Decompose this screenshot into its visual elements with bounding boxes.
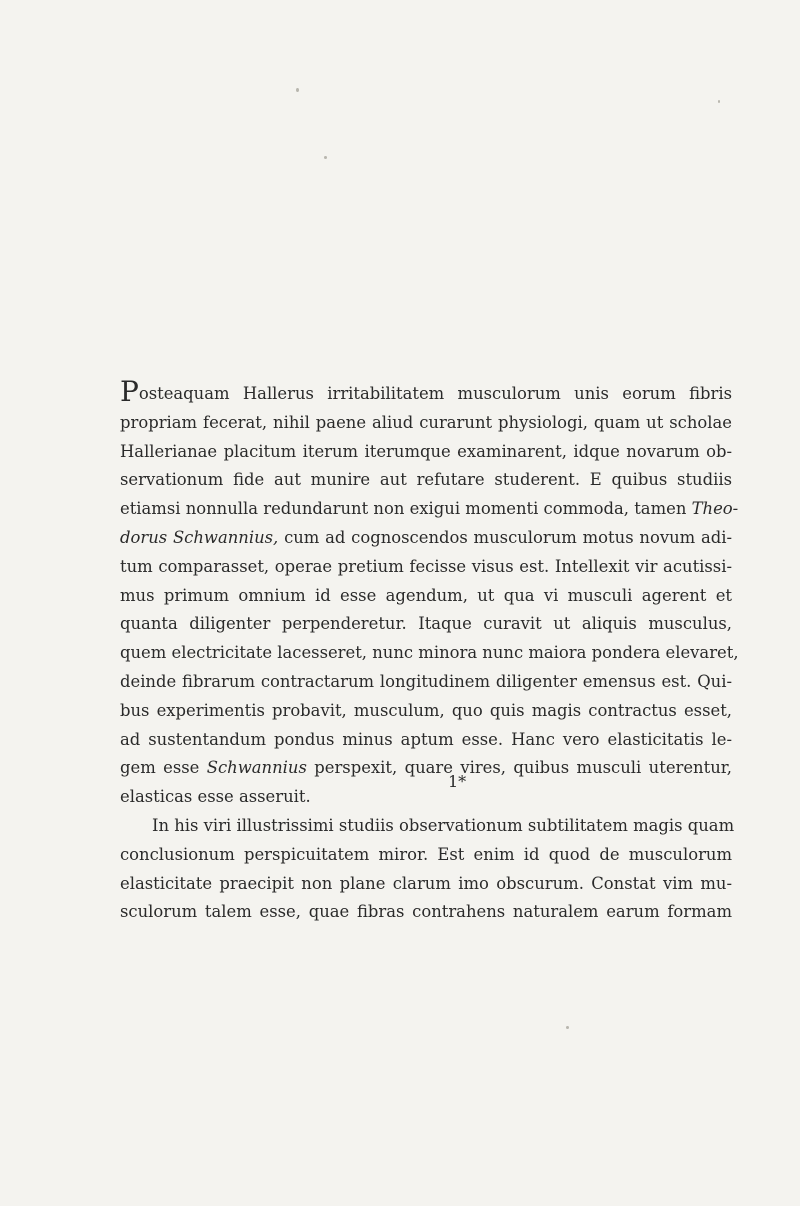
paper-speck: [296, 88, 299, 92]
paper-speck: [718, 100, 720, 103]
text-line: quem electricitate lacesseret, nunc minora nunc maiora pondera elevaret,: [120, 643, 739, 663]
text-line: tum comparasset, operae pretium fecisse visus est. Intellexit vir acutissi-: [120, 556, 732, 576]
italic-name: dorus Schwannius,: [120, 527, 279, 547]
drop-cap: P: [120, 375, 139, 408]
text-line: Hallerianae placitum iterum iterumque examinarent, idque novarum ob-: [120, 441, 732, 461]
text-line: sculorum talem esse, quae fibras contrahens naturalem earum formam: [120, 902, 732, 922]
text-line: mus primum omnium id esse agendum, ut qua vi musculi agerent et: [120, 585, 732, 605]
paper-speck: [324, 156, 327, 159]
text-line: elasticas esse asseruit.: [120, 787, 311, 807]
text-line: servationum fide aut munire aut refutare studerent. E quibus studiis: [120, 470, 732, 490]
text-line: In his viri illustrissimi studiis observationum subtilitatem magis quam: [152, 815, 735, 835]
italic-name: Schwannius: [206, 758, 307, 778]
text-line: quanta diligenter perpenderetur. Itaque curavit ut aliquis musculus,: [120, 614, 732, 634]
paper-speck: [566, 1026, 569, 1029]
text-line: bus experimentis probavit, musculum, quo quis magis contractus esset,: [120, 700, 732, 720]
text-line: ad sustentandum pondus minus aptum esse. Hanc vero elasticitatis le-: [120, 729, 732, 749]
text-line: dorus Schwannius, cum ad cognoscendos musculorum motus novum adi-: [120, 527, 733, 547]
text-line: propriam fecerat, nihil paene aliud curarunt physiologi, quam ut scholae: [120, 412, 732, 432]
italic-name: Theo-: [691, 499, 739, 519]
text-line: deinde fibrarum contractarum longitudinem diligenter emensus est. Qui-: [120, 671, 732, 691]
text-line: conclusionum perspicuitatem miror. Est enim id quod de musculorum: [120, 844, 732, 864]
text-line: etiamsi nonnulla redundarunt non exigui momenti commoda, tamen Theo-: [120, 499, 739, 519]
text-line: Posteaquam Hallerus irritabilitatem musculorum unis eorum fibris: [120, 375, 732, 408]
text-line: gem esse Schwannius perspexit, quare vires, quibus musculi uterentur,: [120, 758, 732, 778]
body-text: [120, 375, 739, 927]
text-line: elasticitate praecipit non plane clarum imo obscurum. Constat vim mu-: [120, 873, 732, 893]
signature-mark: 1*: [448, 772, 467, 791]
